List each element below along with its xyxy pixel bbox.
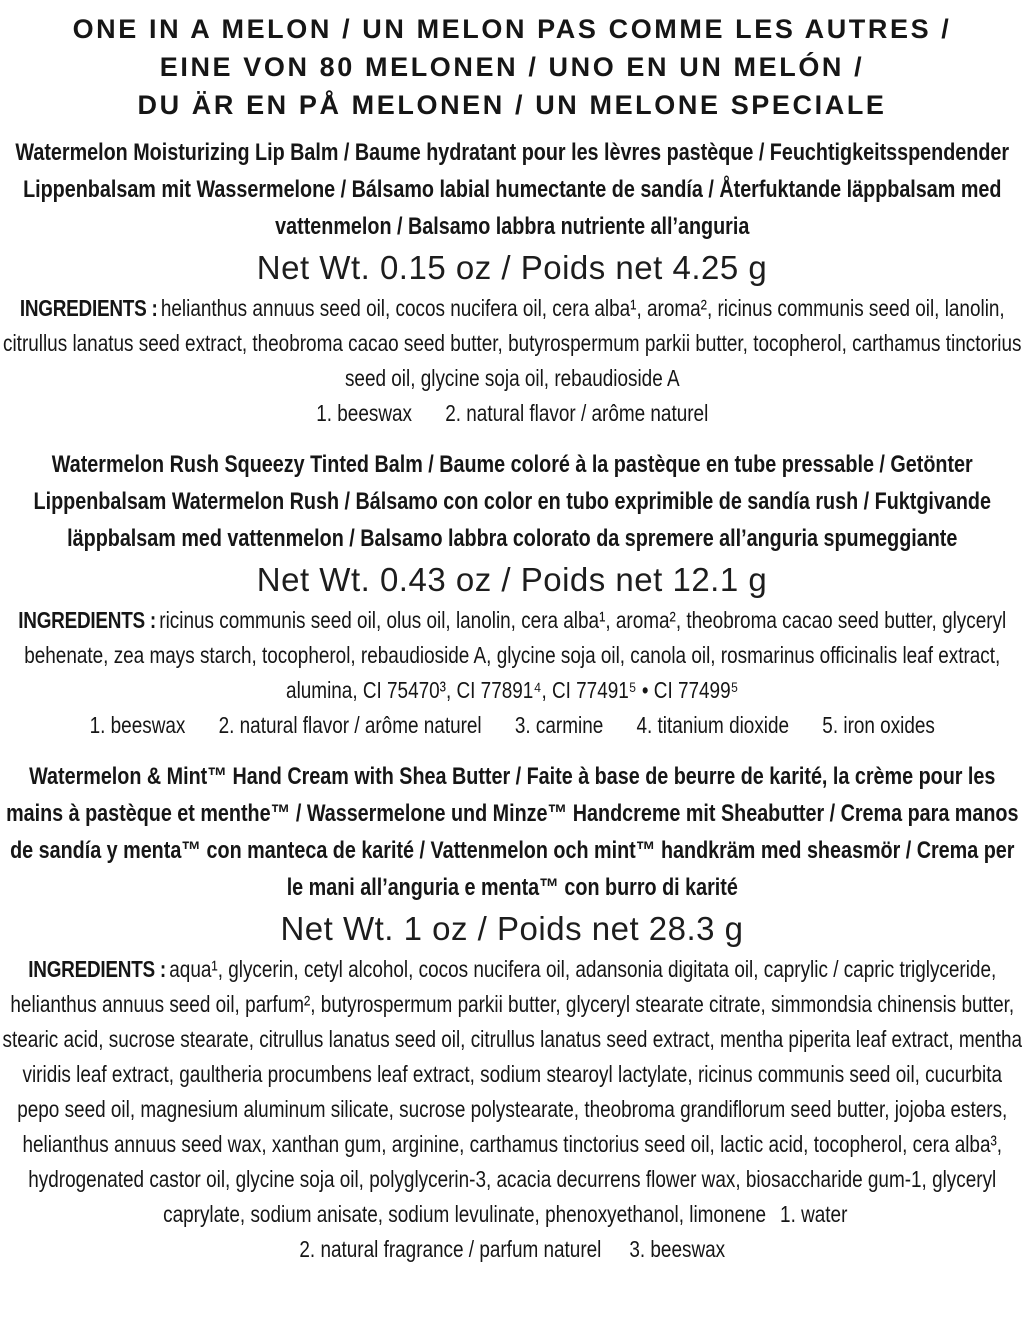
product-section-tinted-balm bbox=[2, 446, 1022, 743]
product-title: Watermelon Rush Squeezy Tinted Balm / Baume coloré à la pastèque en tube pressable / Getönter Lippenbalsam Watermelon Rush / Bálsamo con color en tubo exprimible de sandía rush / Fuktgivande läppbalsam med vattenmelon / Balsamo labbra colorato da spremere all’anguria spumeggiante bbox=[33, 451, 991, 552]
footnote-row bbox=[2, 708, 1023, 743]
product-section-hand-cream bbox=[2, 758, 1022, 1267]
footnote: 5. iron oxides bbox=[822, 712, 935, 738]
footnote: 3. beeswax bbox=[629, 1236, 726, 1262]
footnote: 2. natural flavor / arôme naturel bbox=[445, 400, 709, 426]
footnote: 2. natural fragrance / parfum naturel bbox=[299, 1236, 602, 1262]
ingredients-text: aqua¹, glycerin, cetyl alcohol, cocos nucifera oil, adansonia digitata oil, caprylic / capric triglyceride, helianthus annuus seed oil, parfum², butyrospermum parkii butter, glyceryl stearate citrate, simmondsia chinensis butter, stearic acid, sucrose stearate, citrullus lanatus seed oil, citrullus lanatus seed extract, mentha piperita leaf extract, mentha viridis leaf extract, gaultheria procumbens leaf extract, sodium stearoyl lactylate, ricinus communis seed oil, cucurbita pepo seed oil, magnesium aluminum silicate, sucrose polystearate, theobroma grandiflorum seed butter, jojoba esters, helianthus annuus seed wax, xanthan gum, arginine, carthamus tinctorius seed oil, lactic acid, tocopherol, cera alba³, hydrogenated castor oil, glycine soja oil, polyglycerin-3, acacia decurrens flower wax, biosaccharide gum-1, glyceryl caprylate, sodium anisate, sodium levulinate, phenoxyethanol, limonene bbox=[2, 956, 1023, 1227]
tagline-line-3: DU ÄR EN PÅ MELONEN / UN MELONE SPECIALE bbox=[137, 90, 887, 120]
footnote: 2. natural flavor / arôme naturel bbox=[218, 712, 482, 738]
footnote: 1. beeswax bbox=[316, 400, 412, 426]
ingredients-paragraph bbox=[2, 952, 1023, 1267]
product-title: Watermelon & Mint™ Hand Cream with Shea Butter / Faite à base de beurre de karité, la crème pour les mains à pastèque et menthe™ / Wassermelone und Minze™ Handcreme mit Sheabutter / Crema para manos de sandía y menta™ con manteca de karité / Vattenmelon och mint™ handkräm med sheasmör / Crema per le mani all’anguria e menta™ con burro di karité bbox=[6, 763, 1019, 901]
ingredients-paragraph bbox=[2, 291, 1023, 396]
tagline-line-2: EINE VON 80 MELONEN / UNO EN UN MELÓN / bbox=[159, 52, 865, 82]
product-title: Watermelon Moisturizing Lip Balm / Baume hydratant pour les lèvres pastèque / Feuchtigkeitsspendender Lippenbalsam mit Wassermelone / Bálsamo labial humectante de sandía / Återfuktande läppbalsam med vattenmelon / Balsamo labbra nutriente all’anguria bbox=[15, 139, 1010, 240]
footnote-row bbox=[2, 396, 1023, 431]
footnote: 1. water bbox=[780, 1201, 848, 1227]
ingredients-text: ricinus communis seed oil, olus oil, lanolin, cera alba¹, aroma², theobroma cacao seed butter, glyceryl behenate, zea mays starch, tocopherol, rebaudioside A, glycine soja oil, canola oil, rosmarinus officinalis leaf extract, alumina, CI 75470³, CI 77891⁴, CI 77491⁵ • CI 77499⁵ bbox=[24, 607, 1007, 703]
footnote: 1. beeswax bbox=[89, 712, 186, 738]
footnote: 4. titanium dioxide bbox=[636, 712, 790, 738]
ingredients-text: helianthus annuus seed oil, cocos nucifera oil, cera alba¹, aroma², ricinus communis seed oil, lanolin, citrullus lanatus seed extract, theobroma cacao seed butter, butyrospermum parkii butter, tocopherol, carthamus tinctorius seed oil, glycine soja oil, rebaudioside A bbox=[3, 295, 1022, 391]
ingredients-label: INGREDIENTS : bbox=[19, 295, 158, 321]
net-weight: Net Wt. 0.15 oz / Poids net 4.25 g bbox=[256, 249, 768, 286]
tagline-line-1: ONE IN A MELON / UN MELON PAS COMME LES AUTRES / bbox=[72, 14, 952, 44]
product-section-lip-balm bbox=[2, 134, 1022, 431]
ingredients-label: INGREDIENTS : bbox=[18, 607, 156, 633]
ingredients-paragraph bbox=[2, 603, 1023, 708]
net-weight: Net Wt. 1 oz / Poids net 28.3 g bbox=[280, 910, 744, 947]
ingredients-label: INGREDIENTS : bbox=[28, 956, 166, 982]
footnote: 3. carmine bbox=[514, 712, 604, 738]
brand-tagline bbox=[2, 10, 1022, 124]
net-weight: Net Wt. 0.43 oz / Poids net 12.1 g bbox=[256, 561, 768, 598]
